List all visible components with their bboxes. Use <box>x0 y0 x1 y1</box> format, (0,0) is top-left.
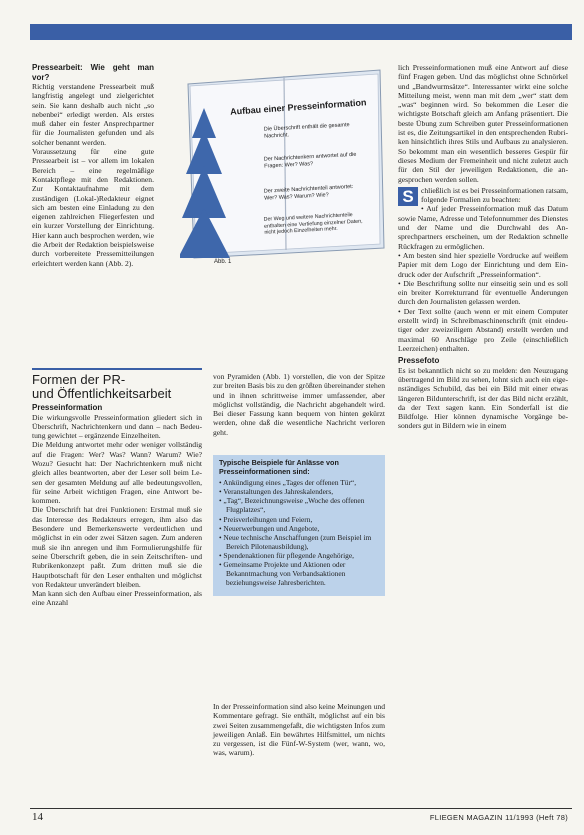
pyramid-figure <box>180 62 392 270</box>
callout-item: • Preisverleihungen und Feiern, <box>219 514 313 524</box>
section-rule <box>32 368 202 370</box>
footer-source: FLIEGEN MAGAZIN 11/1993 (Heft 78) <box>429 813 568 822</box>
left-paragraph-1: Richtig verstandene Pressearbeit muß langfristig angelegt und zielgerichtet sein. Sie kann deshalb auch nicht „so nebenbei“ erledigt werden. Als erstes muß daher ein fester Ansprechpartner für die Journalisten gefunden und als solcher benannt werden. <box>32 82 154 147</box>
drop-cap-letter: S <box>398 187 418 206</box>
callout-item: • Neuerwerbungen und Angebote, <box>219 523 320 533</box>
page-number: 14 <box>32 811 43 823</box>
figure-item-1: Die Überschrift enthält die gesamte Nachricht. <box>263 122 350 140</box>
left-paragraph-6: Man kann sich den Aufbau einer Presseinformation, als eine Anzahl <box>32 589 202 608</box>
section-title-line-1: Formen der PR- <box>32 372 126 387</box>
footer-rule <box>30 808 572 809</box>
middle-column-top <box>213 372 385 437</box>
left-column-lower <box>32 368 202 608</box>
figure-item-3: Der zweite Nachrichtenteil antwortet: Wer? Was? Warum? Wie? <box>263 183 354 202</box>
figure-item-4: Der Weg und weitere Nachrichtenteile enthalten eine Vertiefung einzelner Daten, nicht jedoch Einzelheiten mehr. <box>263 212 363 236</box>
right-paragraph-1: lich Presseinformationen muß eine Antwort auf diese fünf Fragen geben. Und das möglichst ohne Schnörkel und „Bandwurmsätze“. Interessanter wirkt eine solche Mitteilung meist, wenn man mit dem „wer“ statt dem „was“ beginnen wird. So bekommen die Leser die wichtigste Botschaft gleich am Anfang präsentiert. Die beste Übung zum Schreiben guter Presseinformationen ist es, die Zeitungsartikel in den entsprechenden Rubriken hinsichtlich ihres Stils und Aufbaus zu analysieren. So bekommt man ein wesentlich besseres Gespür für dieses Medium der Fremeinheit und nicht zuletzt auch für den Stil der jeweiligen Redaktionen, die angesprochen werden sollen. <box>398 63 568 184</box>
subheading-pressefoto: Pressefoto <box>398 356 440 366</box>
subheading-presseinformation: Presseinformation <box>32 403 103 412</box>
left-paragraph-4: Die Meldung antwortet mehr oder weniger vollständig auf die Fragen: Wer? Was? Wann? Warum? Wie? Wozu? Gesucht hat: Der Nachrichtenkern muß nicht gleich alles beantworten, aber der Leser soll beim Lesen der gesamten Meldung auf alle bedeutungsvollen, für seine Arbeit wichtigen Fragen, eine Antwort bekommen. <box>32 440 202 506</box>
right-paragraph-2-text: chließlich ist es bei Presseinformationen ratsam, folgende Formalien zu beachten: <box>421 185 568 205</box>
right-paragraph-3: Es ist bekanntlich nicht so zu melden: den Neuzugang übertragend im Bild zu sehen, lohnt sich auch ein eigenständiges Schubild, das bei ein Bild mit einer etwas längeren Bildunterschrift, ist der das Bild nicht erzählt, da der Text sagen kann. Ein Sonderfall ist die Bildfolge. Hier können dynamische Vorgänge besonders gut in Bildern wie in einem <box>398 365 568 431</box>
right-paragraph-2 <box>398 186 568 205</box>
right-bullet: • Die Beschriftung sollte nur einseitig sein und es soll ein breiter Korrekturrand für eventuelle Änderungen durch den Journalisten gelassen werden. <box>398 278 568 307</box>
callout-list <box>219 478 379 587</box>
middle-paragraph-2: In der Presseinformation sind also keine Meinungen und Kommentare gefragt. Sie enthält, möglichst auf ein bis zwei Seiten zusammengefaßt, die wichtigsten Infos zum jeweiligen Anlaß. Ein bewährtes Hilfsmittel, um nichts zu vergessen, ist die Fünf-W-System (wer, wann, wo, was, warum). <box>213 702 385 758</box>
left-column <box>32 63 154 268</box>
right-bullet: • Auf jeder Presseinformation muß das Datum sowie Name, Adresse und Telefonnummer des Dienstes und der Name und die Durchwahl des Ansprechpartners erscheinen, um der Redaktion schnelle Rückfragen zu ermöglichen. <box>398 204 568 251</box>
right-bullet: • Am besten sind hier spezielle Vordrucke auf weißem Papier mit dem Logo der Einrichtung und dem Eindruck oder der Aufschrift „Presseinformation“. <box>398 250 568 279</box>
right-bullet: • Der Text sollte (auch wenn er mit einem Computer erstellt wird) in Schreibmaschinenschrift (mit eindeutiger oder zweizeiligem Abstand) erstellt werden und maximal 60 Anschläge pro Zeile (einschließlich Leerzeichen) enthalten. <box>398 306 568 353</box>
middle-column-bottom <box>213 702 385 758</box>
figure-caption: Abb. 1 <box>214 259 232 265</box>
callout-item: • Gemeinsame Projekte und Aktionen oder Bekanntmachung von Verbandsaktionen beziehungsweise Jahresberichten. <box>219 560 346 588</box>
middle-paragraph-1: von Pyramiden (Abb. 1) vorstellen, die von der Spitze zur breiten Basis bis zu den größten übereinander stehen und in ihnen schrittweise immer umfassender, aber möglichst vollständig, die Nachricht abgehandelt wird. Bei dieser Fassung kann bequem von hinten gekürzt werden, ohne daß die wesentliche Nachricht verloren geht. <box>213 372 385 437</box>
figure-item-2: Der Nachrichtenkern antwortet auf die Fragen: Wer? Was? <box>263 151 357 170</box>
header-color-bar <box>30 24 572 40</box>
callout-item: • Veranstaltungen des Jahreskalenders, <box>219 487 334 497</box>
right-column <box>398 63 568 431</box>
left-paragraph-5: Die Überschrift hat drei Funktionen: Erstmal muß sie das Interesse des Redakteurs erregen, ihm also das Besondere und Bemerkenswerte verdeutlichen und möglichst in ein oder zwei Sätzen sagen. Zum anderen muß sie ihn anregen und ihm Formulierungshilfe für seine Überschrift geben, die in sein Zeitschriften- und Rubrikenkonzept paßt. Zum dritten muß sie die Hauptbotschaft für den Leser enthalten und möglichst von Redakteur unverändert bleiben. <box>32 505 202 589</box>
callout-item: • Ankündigung eines „Tages der offenen Tür“, <box>219 478 357 488</box>
examples-callout-box <box>213 455 385 596</box>
callout-title: Typische Beispiele für Anlässe von Presseinformationen sind: <box>219 458 339 476</box>
callout-item: • „Tag“, Bezeichnungsweise „Woche des offenen Flugplatzes“, <box>219 496 365 515</box>
section-title-line-2: und Öffentlichkeitsarbeit <box>32 386 172 401</box>
left-paragraph-3: Die wirkungsvolle Presseinformation gliedert sich in Überschrift, Nachrichtenkern und dann – nach Bedeutung gewichtet – ergänzende Einzelheiten. <box>32 412 202 441</box>
callout-item: • Neue technische Anschaffungen (zum Beispiel im Bereich Pilotenausbildung), <box>219 532 372 551</box>
left-paragraph-2: Voraussetzung für eine gute Pressearbeit ist – vor allem im lokalen Bereich – eine regelmäßige Kontaktpflege mit den Redaktionen. Zur Kontaktaufnahme mit dem zuständigen (Lokal-)Redakteur eignet sich am besten eine Einladung zu den eigenen zahlreichen Fliegerfesten und ein kurzer Vorstellung der Einrichtung. Hier kann auch besprochen werden, wie die Arbeit der Redaktion beispielsweise durch vorbereitete Pressemitteilungen erleichtert werden kann (Abb. 2). <box>32 147 154 268</box>
callout-item: • Spendenaktionen für pflegende Angehörige, <box>219 550 354 560</box>
question-heading: Pressearbeit: Wie geht man vor? <box>32 63 154 82</box>
figure-title: Aufbau einer Presseinformation <box>229 97 367 117</box>
